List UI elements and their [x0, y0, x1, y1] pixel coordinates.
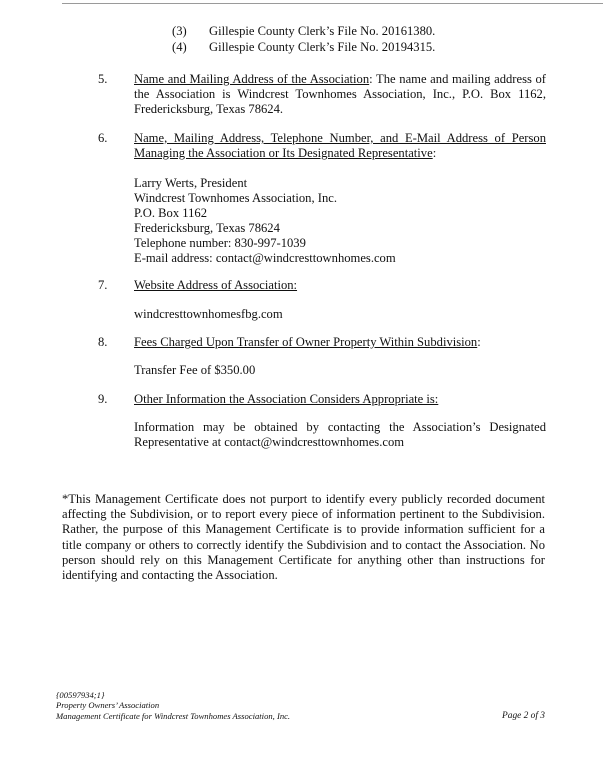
- section-6-contact: [134, 176, 546, 266]
- file-item-number: (4): [172, 40, 187, 54]
- section-8-heading: Fees Charged Upon Transfer of Owner Property Within Subdivision: [134, 335, 478, 349]
- footer-doc-id: {00597934;1}: [56, 690, 105, 700]
- footer-line-2: Property Owners’ Association: [56, 700, 160, 710]
- section-5-heading: Name and Mailing Address of the Association: [134, 72, 370, 86]
- contact-telephone: Telephone number: 830-997-1039: [134, 236, 306, 250]
- footer-line-3: Management Certificate for Windcrest Townhomes Association, Inc.: [56, 711, 291, 721]
- section-6-heading-block: [134, 131, 546, 161]
- contact-po-box: P.O. Box 1162: [134, 206, 208, 220]
- section-7-number: 7.: [98, 278, 108, 292]
- section-6-colon: :: [432, 146, 437, 160]
- contact-email: E-mail address: contact@windcresttownhomes.com: [134, 251, 396, 265]
- section-6-number: 6.: [98, 131, 108, 145]
- section-5-body: [134, 72, 546, 117]
- section-8-colon: :: [477, 335, 481, 349]
- section-7-website: windcresttownhomesfbg.com: [134, 307, 283, 321]
- top-rule: [62, 3, 603, 4]
- file-item-text: Gillespie County Clerk’s File No. 20194315.: [209, 40, 436, 54]
- contact-city: Fredericksburg, Texas 78624: [134, 221, 280, 235]
- file-item-text: Gillespie County Clerk’s File No. 20161380.: [209, 24, 436, 38]
- section-5-number: 5.: [98, 72, 108, 86]
- section-9-text: Information may be obtained by contacting the Association’s Designated Representative at contact@windcresttownhomes.com: [134, 420, 546, 449]
- file-item-number: (3): [172, 24, 187, 38]
- section-5-text: : The name and mailing address of the Association is Windcrest Townhomes Association, Inc., P.O. Box 1162, Fredericksburg, Texas 78624.: [134, 72, 546, 116]
- section-8-fee: Transfer Fee of $350.00: [134, 363, 256, 377]
- section-8-heading-block: [134, 335, 546, 350]
- section-9-heading-block: [134, 392, 546, 407]
- section-7-heading-block: [134, 278, 546, 293]
- section-7-heading: Website Address of Association:: [134, 278, 298, 292]
- section-9-heading: Other Information the Association Considers Appropriate is:: [134, 392, 439, 406]
- section-8-number: 8.: [98, 335, 108, 349]
- disclaimer-paragraph: *This Management Certificate does not purport to identify every publicly recorded document affecting the Subdivision, or to report every piece of information pertinent to the Subdivision. Rather, the purpose of this Management Certificate is to provide information sufficient for a title company or others to correctly identify the Subdivision and to contact the Association. No person should rely on this Management Certificate for anything other than instructions for identifying and contacting the Association.: [62, 492, 545, 583]
- section-6-heading: Name, Mailing Address, Telephone Number, and E-Mail Address of Person Managing the Association or Its Designated Representative: [134, 131, 546, 160]
- section-9-number: 9.: [98, 392, 108, 406]
- file-item: [172, 40, 435, 55]
- contact-organization: Windcrest Townhomes Association, Inc.: [134, 191, 337, 205]
- file-item: [172, 24, 435, 39]
- contact-name: Larry Werts, President: [134, 176, 248, 190]
- page-number: Page 2 of 3: [502, 711, 545, 721]
